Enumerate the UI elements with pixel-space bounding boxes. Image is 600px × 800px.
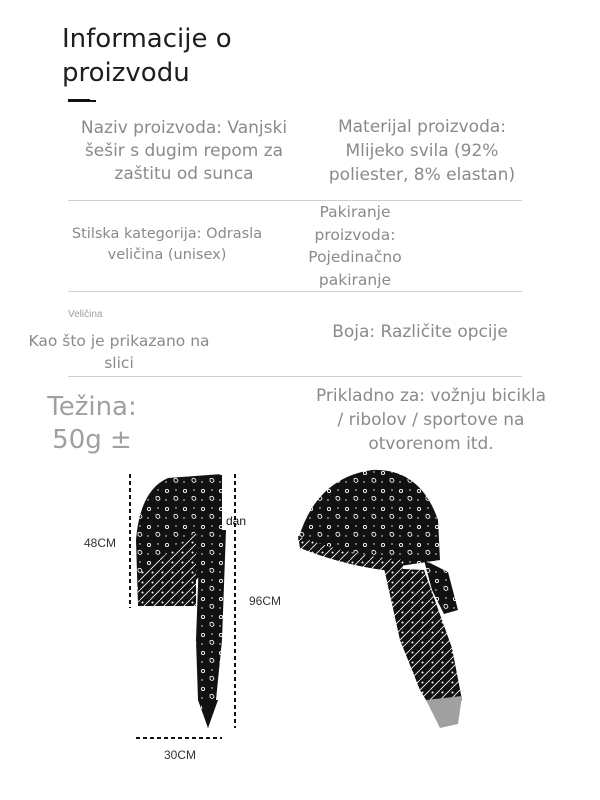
- spec-color: Boja: Različite opcije: [332, 322, 508, 342]
- dim-label-height: 48CM: [84, 536, 117, 550]
- dim-label-length: 96CM: [249, 594, 282, 608]
- page-title: Informacije o proizvodu: [62, 24, 232, 88]
- spec-product-name: Naziv proizvoda: Vanjski šešir s dugim repom za zaštitu od sunca: [80, 118, 288, 184]
- spec-weight: Težina: 50g ±: [47, 392, 137, 455]
- flat-hat-tail: [196, 530, 226, 728]
- flat-hat-tail-edge: [200, 700, 218, 728]
- spec-size-label: Veličina: [68, 309, 103, 320]
- spec-material: Materijal proizvoda: Mlijeko svila (92% poliester, 8% elastan): [328, 117, 516, 185]
- spec-packaging: Pakiranje proizvoda: Pojedinačno pakiranje: [308, 203, 402, 289]
- worn-hat-tail-tip: [426, 696, 462, 728]
- dim-label-width: 30CM: [164, 748, 197, 762]
- overlap-text: dan: [226, 514, 247, 528]
- spec-size: Kao što je prikazano na slici: [28, 332, 210, 372]
- spec-suitable-for: Prikladno za: vožnju bicikla / ribolov / sportove na otvorenom itd.: [315, 386, 547, 454]
- spec-style: Stilska kategorija: Odrasla veličina (unisex): [71, 226, 263, 263]
